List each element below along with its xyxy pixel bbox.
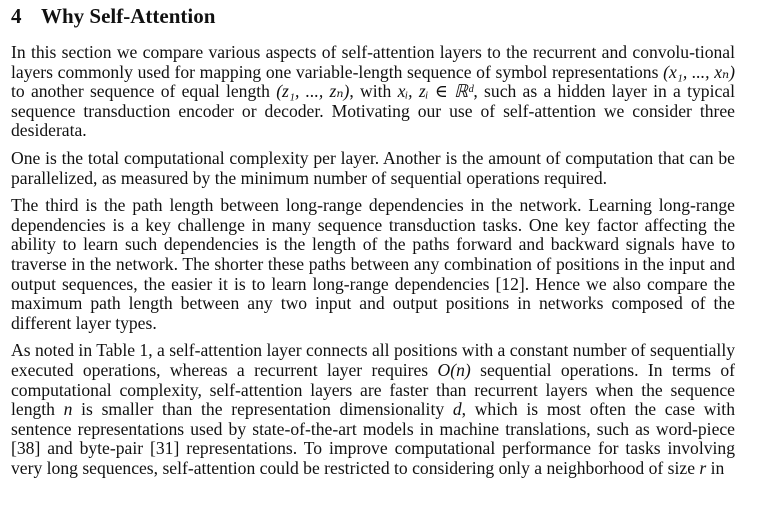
section-heading (11, 0, 735, 29)
paper-page (11, 0, 735, 478)
paragraph-intro (11, 43, 735, 141)
math-output-sequence: (z₁, ..., zₙ) (276, 81, 350, 102)
citation-38[interactable]: [38] (11, 438, 41, 459)
section-title: Why Self-Attention (41, 4, 216, 28)
math-d: d (452, 399, 462, 420)
p1-text-2: to another sequence of equal length (11, 81, 277, 102)
math-input-sequence: (x₁, ..., xₙ) (663, 61, 735, 82)
p1-text-3: , with (349, 81, 398, 102)
paragraph-complexity (11, 341, 735, 478)
p4-text-6: representations. To improve computational performance for tasks involving very long sequences, self-attention could be restricted to considering only a neighborhood of size (11, 438, 735, 478)
paragraph-desiderata: One is the total computational complexity per layer. Another is the amount of computation that can be parallelized, as measured by the minimum number of sequential operations required. (11, 147, 735, 188)
math-big-o: O(n) (437, 359, 471, 380)
math-r: r (699, 457, 707, 478)
p4-text-1: As noted in Table 1, a self-attention layer connects all positions with a constant number of sequentially executed operations, whereas a recurrent layer requires (11, 340, 736, 380)
p1-text-4: , such as a hidden layer in a typical sequence transduction encoder or decoder. Motivating our use of self-attention we consider three desiderata. (11, 81, 735, 141)
p4-text-3: is smaller than the representation dimensionality (72, 399, 453, 420)
p4-text-5: and byte-pair (40, 438, 151, 459)
citation-31[interactable]: [31] (150, 438, 180, 459)
p1-text-1: In this section we compare various aspects of self-attention layers to the recurrent and convolu-tional layers commonly used for mapping one variable-length sequence of symbol representations (11, 42, 735, 82)
citation-12[interactable]: [12] (495, 273, 525, 294)
section-number: 4 (11, 4, 22, 28)
p4-text-4: , which is most often the case with sentence representations used by state-of-the-art models in machine translations, such as word-piece (11, 399, 735, 439)
paragraph-path-length (11, 196, 735, 333)
p3-text-1: The third is the path length between long-range dependencies in the network. Learning long-range dependencies is a key challenge in many sequence transduction tasks. One key factor affecting the ability to learn such dependencies is the length of the paths forward and backward signals have to traverse in the network. The shorter these paths between any combination of positions in the input and output sequences, the easier it is to learn long-range dependencies (11, 195, 735, 294)
p4-text-2: sequential operations. In terms of computational complexity, self-attention layers are faster than recurrent layers when the sequence length (11, 359, 736, 420)
math-vector-space: xᵢ, zᵢ ∈ ℝᵈ (397, 81, 474, 102)
math-n: n (63, 399, 73, 420)
p4-text-7: in (706, 457, 725, 478)
p3-text-2: . Hence we also compare the maximum path length between any two input and output positions in networks composed of the different layer types. (11, 273, 736, 333)
